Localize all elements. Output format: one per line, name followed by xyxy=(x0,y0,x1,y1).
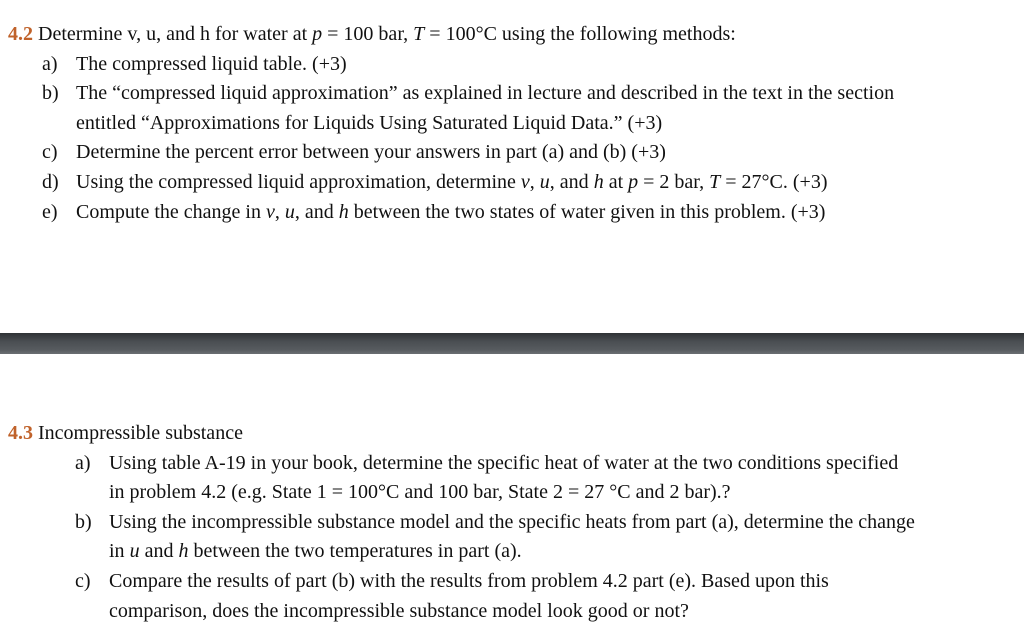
item-label: b) xyxy=(75,510,92,533)
text-run: Using table A-19 in your book, determine the specific heat of water at the two conditions specified xyxy=(109,451,899,474)
item-text xyxy=(76,52,347,76)
page-divider-bar xyxy=(0,333,1024,354)
item-label: a) xyxy=(75,451,91,474)
item-label: a) xyxy=(42,52,58,75)
italic-variable: p xyxy=(628,171,639,193)
text-run: entitled “Approximations for Liquids Using Saturated Liquid Data.” (+3) xyxy=(76,111,663,134)
text-run: Using the compressed liquid approximation, determine xyxy=(76,171,521,193)
text-run: Incompressible substance xyxy=(38,422,243,444)
text-run: The “compressed liquid approximation” as explained in lecture and described in the text in the section xyxy=(76,82,895,105)
item-text xyxy=(76,81,894,105)
item-label: c) xyxy=(75,570,91,592)
problem-number: 4.2 xyxy=(8,23,33,45)
item-text xyxy=(109,569,829,593)
italic-variable: h xyxy=(338,200,349,223)
text-run: and xyxy=(139,540,179,563)
text-run: at xyxy=(603,171,629,193)
text-run: , xyxy=(529,171,540,193)
item-text xyxy=(109,510,915,534)
text-run: in problem 4.2 (e.g. State 1 = 100°C and 100 bar, State 2 = 27 °C and 2 bar).? xyxy=(109,481,731,504)
text-run: The compressed liquid table. (+3) xyxy=(76,52,347,75)
text-run: , and xyxy=(549,171,594,193)
text-run: Compute the change in xyxy=(76,200,266,223)
italic-variable: T xyxy=(709,171,721,193)
item-label: c) xyxy=(42,141,58,164)
item-text xyxy=(76,140,666,164)
text-run: , xyxy=(274,200,285,223)
italic-variable: u xyxy=(284,200,295,223)
text-run: , and xyxy=(294,200,339,223)
item-text xyxy=(109,480,731,504)
item-text xyxy=(109,451,898,475)
italic-variable: T xyxy=(413,23,425,45)
item-text xyxy=(76,170,827,194)
item-label: e) xyxy=(42,200,58,223)
text-run: between the two states of water given in this problem. (+3) xyxy=(348,200,826,223)
italic-variable: v xyxy=(520,171,530,193)
text-run: = 2 bar, xyxy=(638,171,710,193)
italic-variable: u xyxy=(539,171,550,193)
item-label: d) xyxy=(42,171,59,193)
problem-42-heading xyxy=(8,22,736,46)
text-run: between the two temperatures in part (a). xyxy=(188,540,522,563)
text-run: Using the incompressible substance model and the specific heats from part (a), determine the change xyxy=(109,510,915,533)
item-text xyxy=(76,200,825,224)
text-run: comparison, does the incompressible substance model look good or not? xyxy=(109,599,689,622)
item-text xyxy=(109,599,689,623)
item-label: b) xyxy=(42,82,59,105)
problem-number: 4.3 xyxy=(8,422,33,444)
item-text xyxy=(76,111,662,135)
text-run: Determine the percent error between your answers in part (a) and (b) (+3) xyxy=(76,141,666,164)
text-run: Compare the results of part (b) with the results from problem 4.2 part (e). Based upon this xyxy=(109,570,829,592)
item-text xyxy=(109,539,522,563)
italic-variable: u xyxy=(129,540,140,563)
text-run: Determine v, u, and h for water at xyxy=(38,23,313,45)
italic-variable: p xyxy=(312,23,323,45)
text-run: = 100°C using the following methods: xyxy=(424,23,736,45)
text-run: = 27°C. (+3) xyxy=(720,171,828,193)
problem-43-heading xyxy=(8,421,243,445)
text-run: = 100 bar, xyxy=(322,23,414,45)
italic-variable: h xyxy=(593,171,604,193)
italic-variable: v xyxy=(265,200,275,223)
text-run: in xyxy=(109,540,130,563)
italic-variable: h xyxy=(178,540,189,563)
